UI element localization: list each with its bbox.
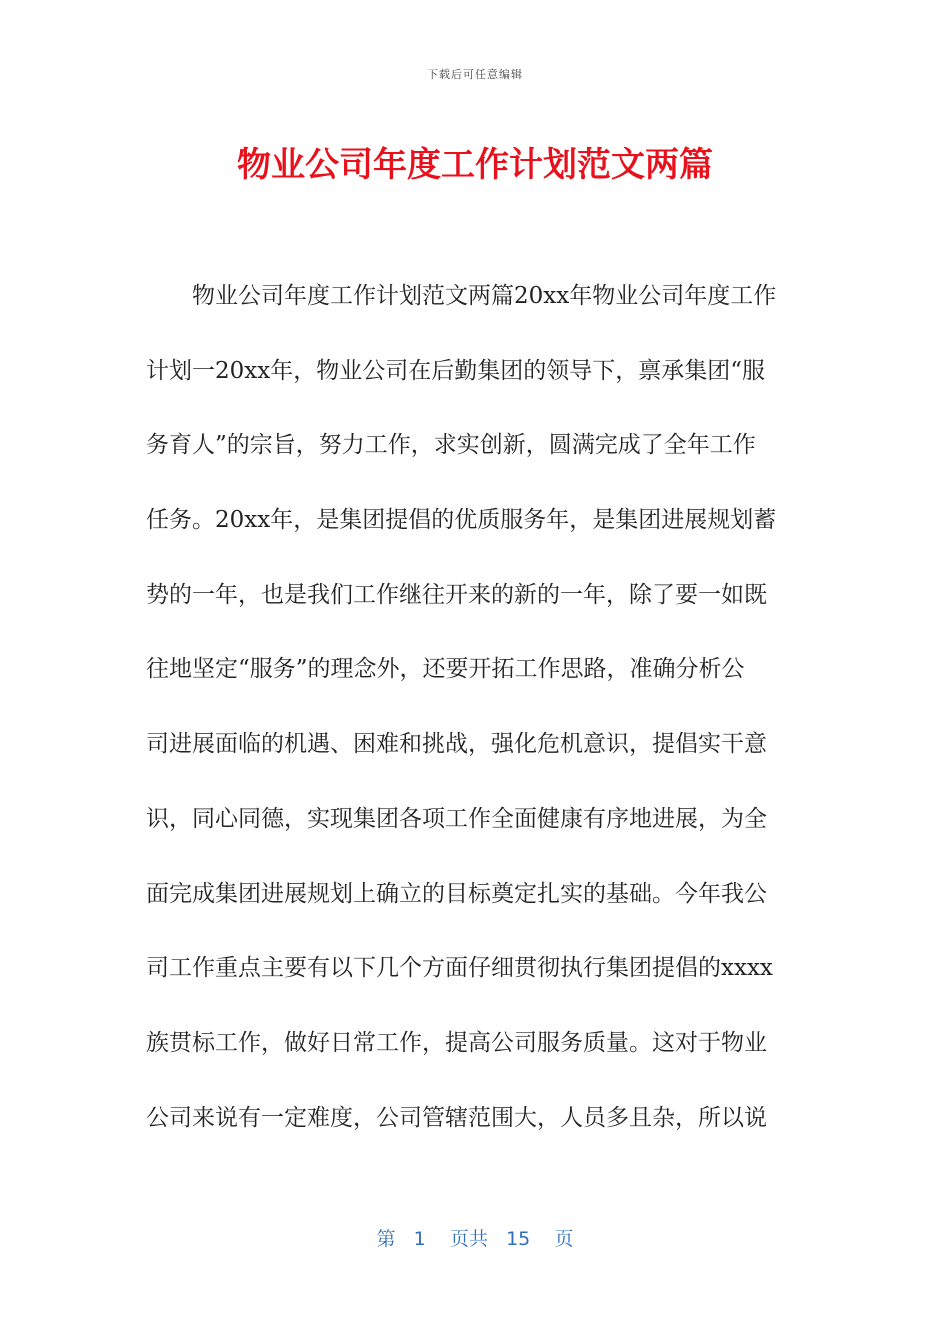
- footer-suffix: 页: [554, 1228, 574, 1250]
- body-line: 面完成集团进展规划上确立的目标奠定扎实的基础。今年我公: [146, 880, 767, 907]
- header-note: 下载后可任意编辑: [427, 68, 523, 81]
- body-line: 势的一年，也是我们工作继往开来的新的一年，除了要一如既: [146, 581, 767, 608]
- footer-total-pages: 15: [506, 1228, 531, 1250]
- body-line: 司工作重点主要有以下几个方面仔细贯彻执行集团提倡的xxxx: [146, 955, 773, 982]
- footer-current-page: 1: [413, 1228, 426, 1250]
- body-line: 往地坚定“服务”的理念外，还要开拓工作思路，准确分析公: [146, 656, 745, 683]
- footer-prefix: 第: [376, 1228, 396, 1250]
- body-paragraph: [146, 274, 806, 1170]
- body-line: 务育人”的宗旨，努力工作，求实创新，圆满完成了全年工作: [146, 432, 756, 459]
- body-line: 物业公司年度工作计划范文两篇20xx年物业公司年度工作: [192, 283, 777, 309]
- body-line: 司进展面临的机遇、困难和挑战，强化危机意识，提倡实干意: [146, 731, 767, 758]
- body-line: 计划一20xx年，物业公司在后勤集团的领导下，禀承集团“服: [146, 357, 765, 384]
- footer-middle: 页共: [449, 1228, 488, 1250]
- body-line: 识，同心同德，实现集团各项工作全面健康有序地进展，为全: [146, 805, 767, 832]
- page-footer: [0, 1224, 950, 1251]
- document-title: 物业公司年度工作计划范文两篇: [237, 145, 713, 185]
- body-line: 公司来说有一定难度，公司管辖范围大，人员多且杂，所以说: [146, 1104, 767, 1131]
- body-line: 族贯标工作，做好日常工作，提高公司服务质量。这对于物业: [146, 1029, 767, 1056]
- body-line: 任务。20xx年，是集团提倡的优质服务年，是集团进展规划蓄: [146, 507, 777, 534]
